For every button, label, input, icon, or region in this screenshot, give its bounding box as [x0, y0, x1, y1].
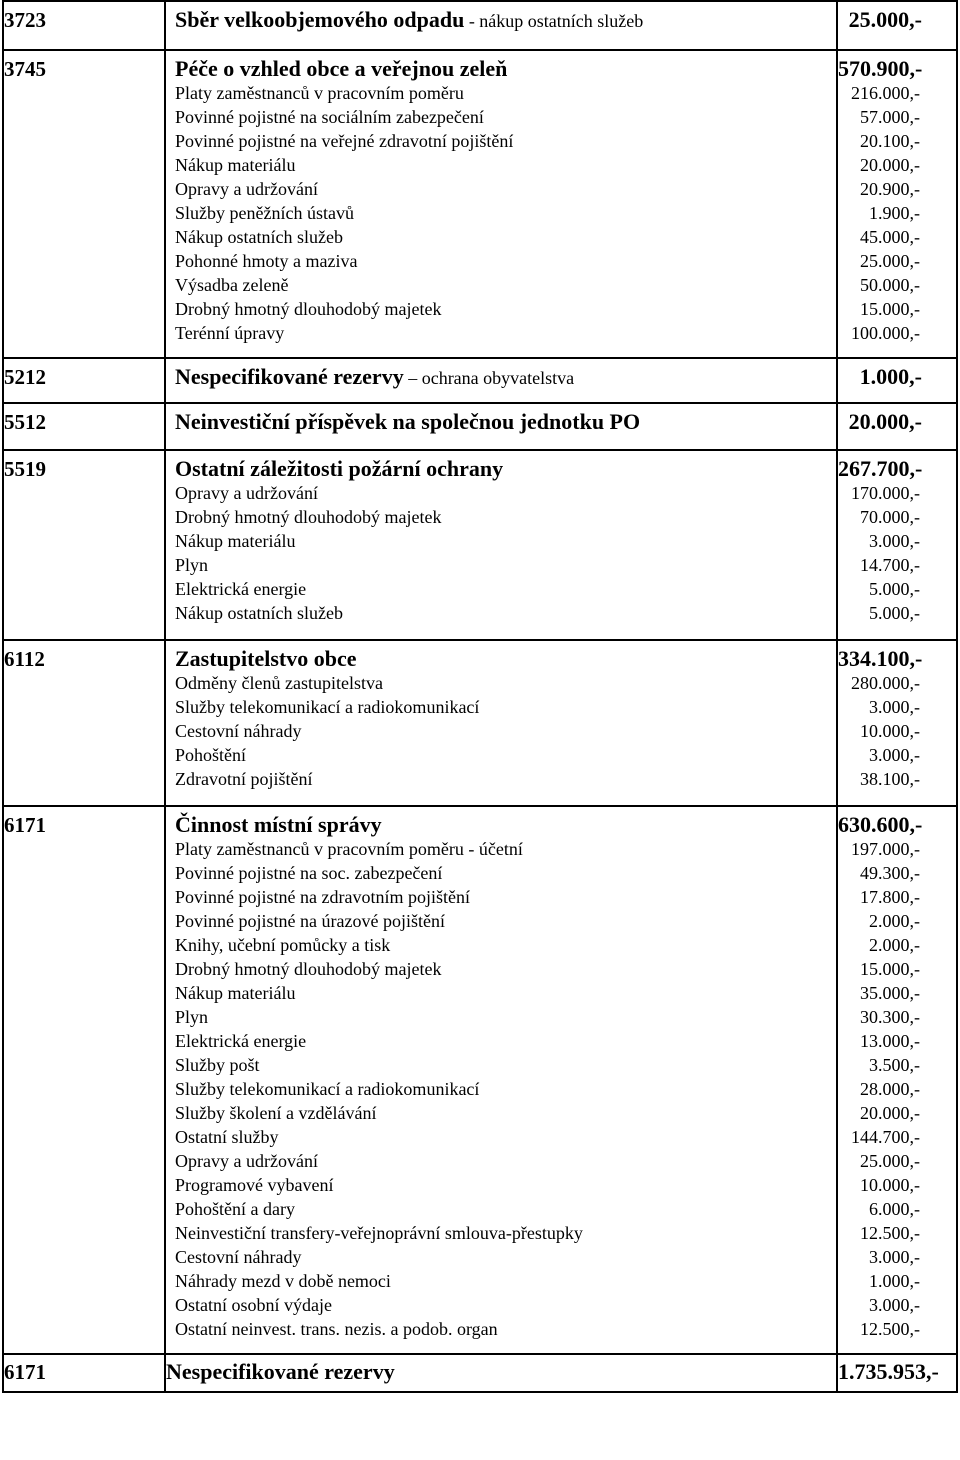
line-item-amount: 3.000,-: [869, 1295, 920, 1315]
line-item-amount: 197.000,-: [851, 839, 920, 859]
section-content: [165, 450, 837, 640]
line-item-amount: 20.000,-: [860, 1103, 920, 1123]
line-item-label: Terénní úpravy: [175, 323, 285, 343]
line-item-label: Nákup ostatních služeb: [175, 603, 343, 623]
line-item-amount: 280.000,-: [851, 673, 920, 693]
line-item-label: Nákup ostatních služeb: [175, 227, 343, 247]
line-item-amount: 3.000,-: [869, 745, 920, 765]
budget-footer: [3, 1354, 957, 1392]
section-total: 25.000,-: [848, 7, 922, 32]
line-item-amount: 25.000,-: [860, 1151, 920, 1171]
line-item-label: Nákup materiálu: [175, 983, 296, 1003]
line-item-amount: 144.700,-: [851, 1127, 920, 1147]
line-item-label: Ostatní osobní výdaje: [175, 1295, 332, 1315]
section-content: [165, 50, 837, 358]
line-item-amount: 38.100,-: [860, 769, 920, 789]
section-row: [3, 358, 957, 403]
line-item-label: Povinné pojistné na soc. zabezpečení: [175, 863, 443, 883]
line-item-label: Nákup materiálu: [175, 155, 296, 175]
section-title: [166, 813, 836, 837]
line-item-label: Plyn: [175, 1007, 209, 1027]
line-item-label: Povinné pojistné na zdravotním pojištění: [175, 887, 470, 907]
line-item-label: Povinné pojistné na úrazové pojištění: [175, 911, 445, 931]
section-title-text: Neinvestiční příspěvek na společnou jednotku PO: [175, 409, 641, 434]
section-code: 5519: [3, 450, 165, 640]
line-item-amount: 5.000,-: [869, 603, 920, 623]
line-item-label: Zdravotní pojištění: [175, 769, 313, 789]
section-amounts: [837, 640, 957, 806]
line-item-amount: 20.100,-: [860, 131, 920, 151]
line-item-label: Platy zaměstnanců v pracovním poměru: [175, 83, 464, 103]
line-item-label: Služby telekomunikací a radiokomunikací: [175, 1079, 480, 1099]
line-item-amount: 45.000,-: [860, 227, 920, 247]
line-item-amount: 3.000,-: [869, 697, 920, 717]
line-item-label: Služby pošt: [175, 1055, 260, 1075]
section-code: 5212: [3, 358, 165, 403]
line-item-label: Plyn: [175, 555, 209, 575]
line-item-label: Cestovní náhrady: [175, 721, 302, 741]
section-code: 5512: [3, 403, 165, 450]
line-item-amount: 170.000,-: [851, 483, 920, 503]
line-item-label: Služby peněžních ústavů: [175, 203, 354, 223]
section-content: [165, 358, 837, 403]
section-code: 6112: [3, 640, 165, 806]
line-item-label: Povinné pojistné na veřejné zdravotní pojištění: [175, 131, 514, 151]
section-content: [165, 403, 837, 450]
section-total: 20.000,-: [848, 409, 922, 434]
section-content: [165, 640, 837, 806]
section-title-text: Péče o vzhled obce a veřejnou zeleň: [175, 56, 508, 81]
line-item-amount: 50.000,-: [860, 275, 920, 295]
section-title-text: Zastupitelstvo obce: [175, 646, 357, 671]
line-item-label: Náhrady mezd v době nemoci: [175, 1271, 391, 1291]
section-total: 1.000,-: [859, 364, 922, 389]
line-item-label: Elektrická energie: [175, 579, 307, 599]
section-title: [166, 647, 836, 671]
section-row: [3, 450, 957, 640]
line-item-amount: 30.300,-: [860, 1007, 920, 1027]
footer-row: [3, 1354, 957, 1392]
line-item-amount: 2.000,-: [869, 935, 920, 955]
line-item-label: Knihy, učební pomůcky a tisk: [175, 935, 391, 955]
line-item-amount: 20.000,-: [860, 155, 920, 175]
line-item-amount: 10.000,-: [860, 1175, 920, 1195]
section-amounts: [837, 806, 957, 1354]
line-item-amount: 216.000,-: [851, 83, 920, 103]
section-total: 267.700,-: [838, 456, 923, 481]
line-item-amount: 12.500,-: [860, 1223, 920, 1243]
section-title: [166, 8, 836, 33]
line-item-label: Neinvestiční transfery-veřejnoprávní smlouva-přestupky: [175, 1223, 583, 1243]
section-title: [166, 457, 836, 481]
line-item-amount: 3.000,-: [869, 1247, 920, 1267]
line-item-label: Drobný hmotný dlouhodobý majetek: [175, 507, 442, 527]
line-item-label: Drobný hmotný dlouhodobý majetek: [175, 299, 442, 319]
line-item-amount: 70.000,-: [860, 507, 920, 527]
line-item-label: Opravy a udržování: [175, 483, 318, 503]
line-item-label: Nákup materiálu: [175, 531, 296, 551]
line-item-label: Drobný hmotný dlouhodobý majetek: [175, 959, 442, 979]
section-code: 3723: [3, 1, 165, 50]
section-subtitle: – ochrana obyvatelstva: [403, 368, 575, 388]
section-subtitle: - nákup ostatních služeb: [464, 11, 644, 31]
line-item-label: Povinné pojistné na sociálním zabezpečení: [175, 107, 484, 127]
section-title-text: Činnost místní správy: [175, 812, 382, 837]
line-item-amount: 2.000,-: [869, 911, 920, 931]
line-item-amount: 1.900,-: [869, 203, 920, 223]
section-row: [3, 806, 957, 1354]
line-item-label: Pohoštění: [175, 745, 247, 765]
line-item-amount: 3.000,-: [869, 531, 920, 551]
line-item-amount: 100.000,-: [851, 323, 920, 343]
line-item-label: Pohonné hmoty a maziva: [175, 251, 358, 271]
budget-table: [2, 0, 958, 1393]
line-item-label: Opravy a udržování: [175, 179, 318, 199]
section-code: 3745: [3, 50, 165, 358]
line-item-amount: 20.900,-: [860, 179, 920, 199]
section-row: [3, 1, 957, 50]
section-amounts: [837, 450, 957, 640]
section-amounts: [837, 358, 957, 403]
line-item-amount: 25.000,-: [860, 251, 920, 271]
section-title: [166, 57, 836, 81]
line-item-amount: 28.000,-: [860, 1079, 920, 1099]
section-code: 6171: [3, 806, 165, 1354]
line-item-label: Výsadba zeleně: [175, 275, 289, 295]
budget-body: [3, 1, 957, 1354]
line-item-amount: 10.000,-: [860, 721, 920, 741]
footer-total: 1.735.953,-: [837, 1354, 957, 1392]
section-amounts: [837, 403, 957, 450]
section-total: 630.600,-: [838, 812, 923, 837]
line-item-amount: 5.000,-: [869, 579, 920, 599]
section-row: [3, 640, 957, 806]
line-item-amount: 14.700,-: [860, 555, 920, 575]
line-item-label: Odměny členů zastupitelstva: [175, 673, 383, 693]
line-item-label: Služby telekomunikací a radiokomunikací: [175, 697, 480, 717]
line-item-label: Elektrická energie: [175, 1031, 307, 1051]
line-item-amount: 35.000,-: [860, 983, 920, 1003]
section-title-text: Nespecifikované rezervy: [175, 364, 404, 389]
line-item-amount: 13.000,-: [860, 1031, 920, 1051]
section-amounts: [837, 1, 957, 50]
line-item-label: Ostatní neinvest. trans. nezis. a podob. organ: [175, 1319, 498, 1339]
section-title-text: Ostatní záležitosti požární ochrany: [175, 456, 504, 481]
line-item-label: Opravy a udržování: [175, 1151, 318, 1171]
line-item-label: Programové vybavení: [175, 1175, 334, 1195]
line-item-amount: 1.000,-: [869, 1271, 920, 1291]
line-item-amount: 3.500,-: [869, 1055, 920, 1075]
footer-title: Nespecifikované rezervy: [165, 1354, 837, 1392]
line-item-label: Ostatní služby: [175, 1127, 279, 1147]
line-item-amount: 6.000,-: [869, 1199, 920, 1219]
footer-code: 6171: [3, 1354, 165, 1392]
section-title: [166, 365, 836, 390]
section-content: [165, 806, 837, 1354]
line-item-label: Pohoštění a dary: [175, 1199, 295, 1219]
line-item-label: Služby školení a vzdělávání: [175, 1103, 377, 1123]
section-amounts: [837, 50, 957, 358]
line-item-amount: 49.300,-: [860, 863, 920, 883]
section-row: [3, 403, 957, 450]
line-item-label: Platy zaměstnanců v pracovním poměru - účetní: [175, 839, 523, 859]
section-title: [166, 410, 836, 434]
section-total: 334.100,-: [838, 646, 923, 671]
section-row: [3, 50, 957, 358]
section-content: [165, 1, 837, 50]
line-item-amount: 57.000,-: [860, 107, 920, 127]
line-item-amount: 15.000,-: [860, 959, 920, 979]
line-item-amount: 15.000,-: [860, 299, 920, 319]
line-item-amount: 17.800,-: [860, 887, 920, 907]
section-title-text: Sběr velkoobjemového odpadu: [175, 7, 465, 32]
line-item-label: Cestovní náhrady: [175, 1247, 302, 1267]
section-total: 570.900,-: [838, 56, 923, 81]
line-item-amount: 12.500,-: [860, 1319, 920, 1339]
